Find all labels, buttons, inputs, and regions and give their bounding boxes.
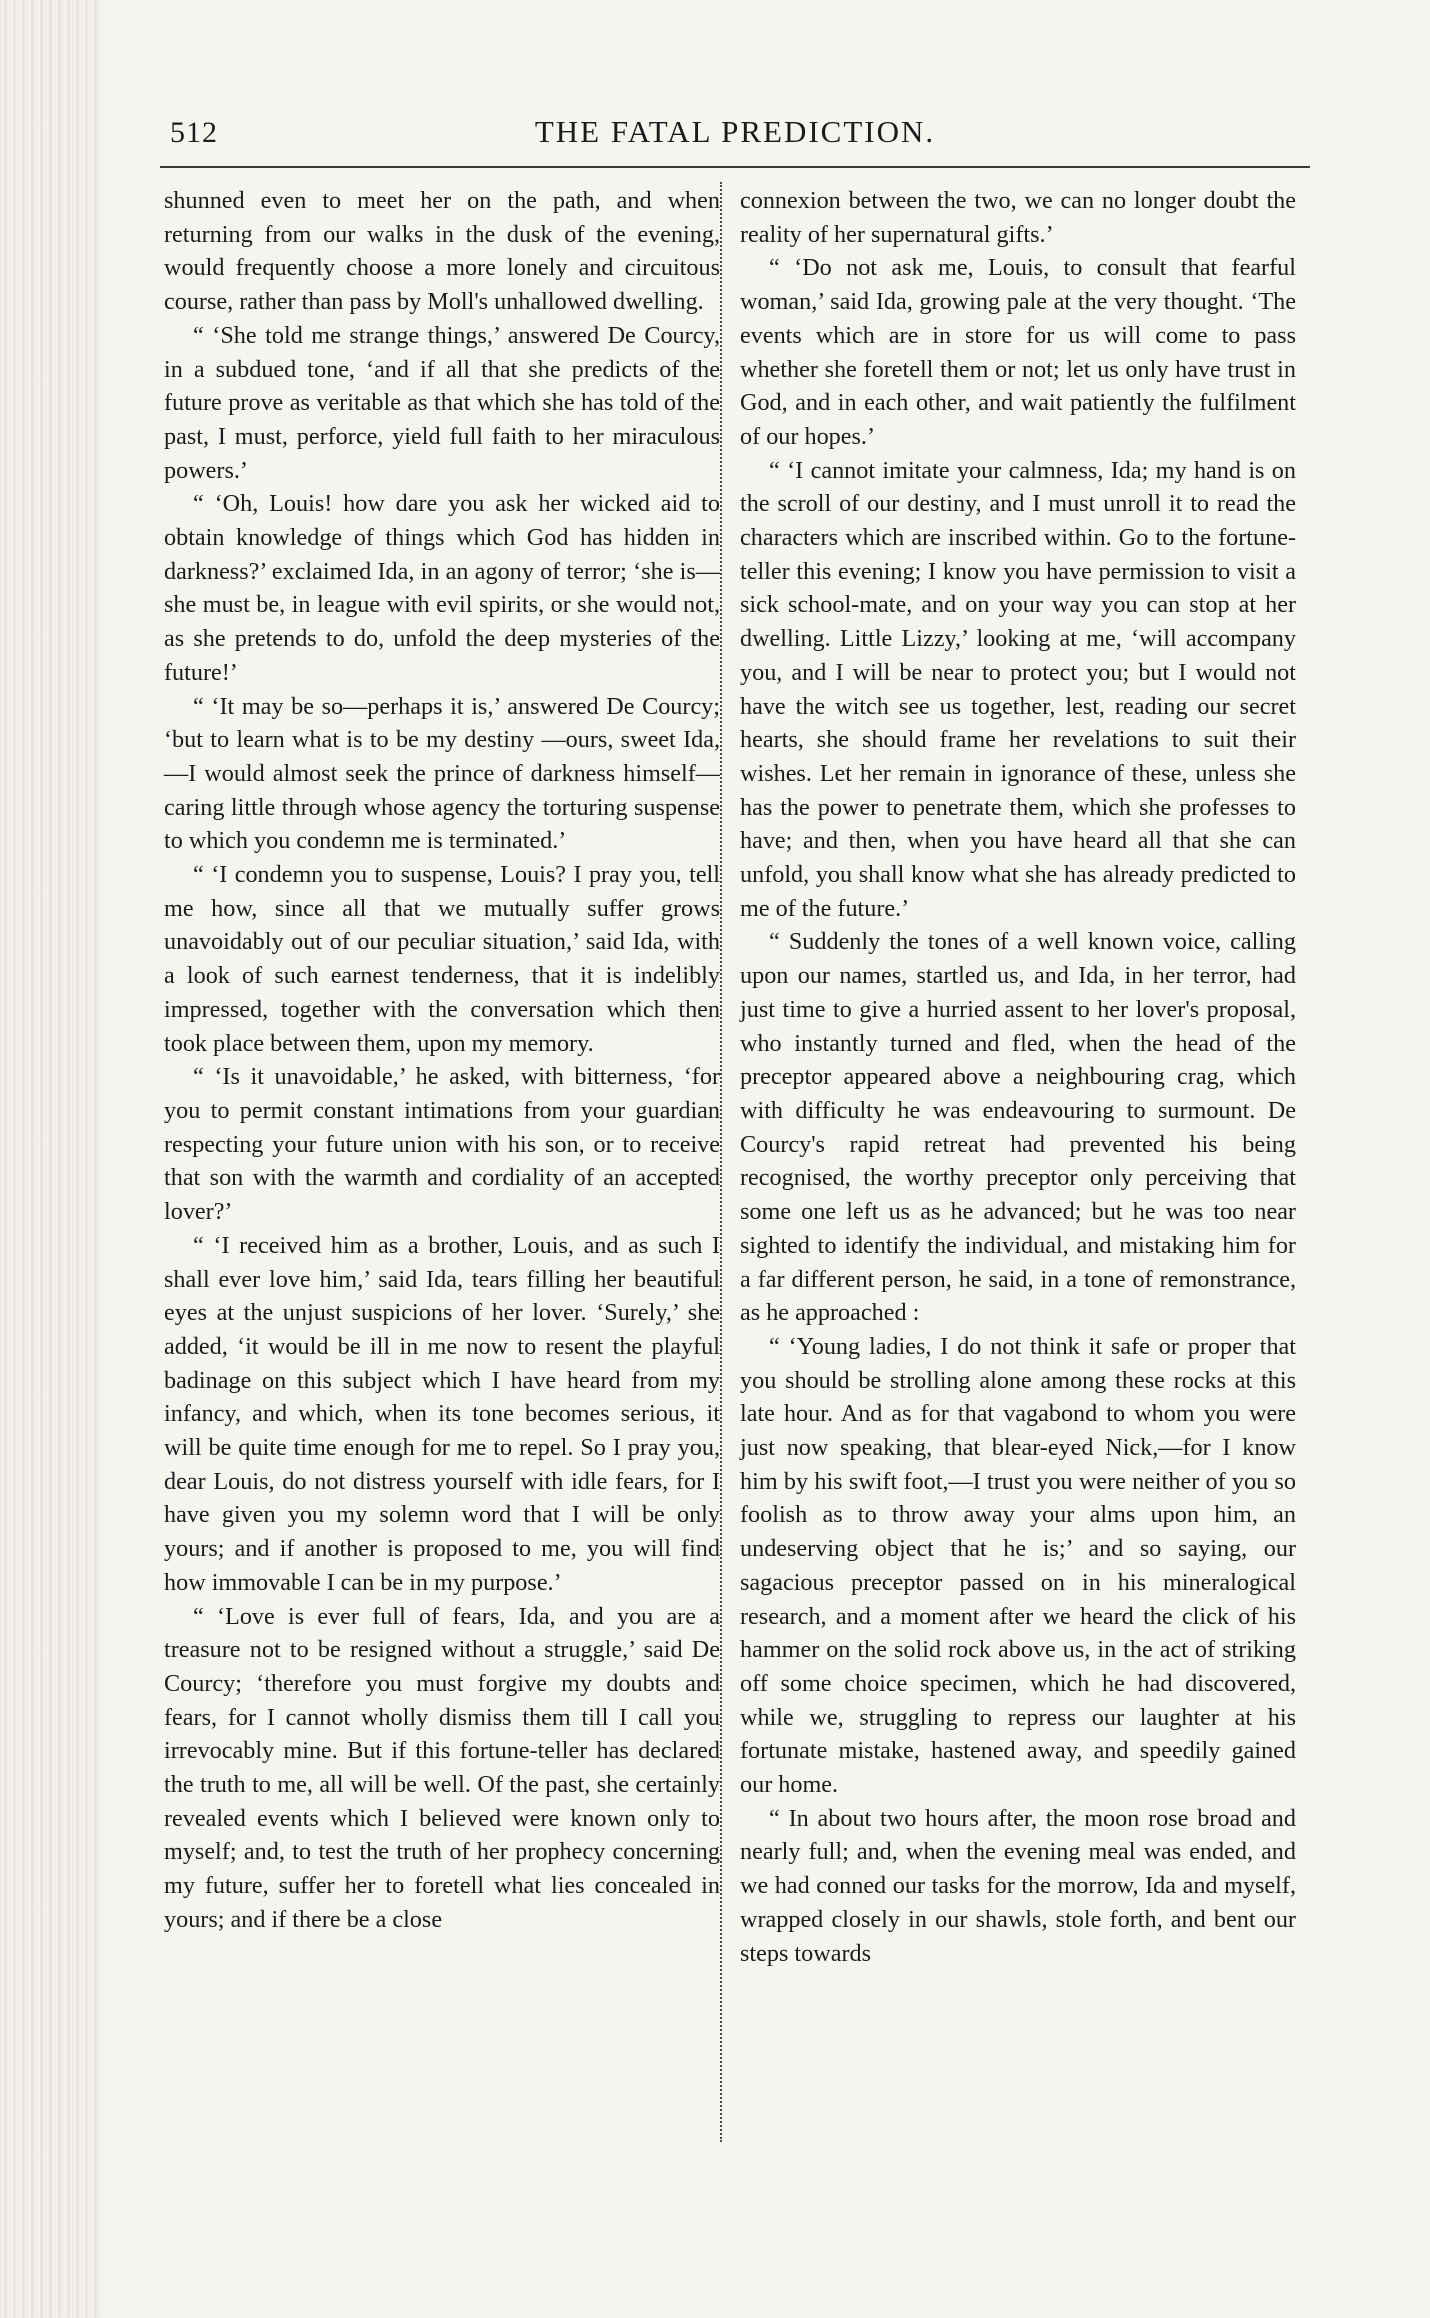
page-number: 512 xyxy=(170,116,218,149)
paragraph: “ ‘Love is ever full of fears, Ida, and you are a treasure not to be resigned without a struggle,’ said De Courcy; ‘therefore you must forgive my doubts and fears, for I cannot wholly dismiss them till I call you irrevocably mine. But if this fortune-teller has declared the truth to me, all will be well. Of the past, she certainly revealed events which I believed were known only to myself; and, to test the truth of her prophecy concerning my future, suffer her to foretell what lies concealed in yours; and if there be a close xyxy=(164,1602,720,1933)
header-rule xyxy=(160,166,1310,168)
paragraph: “ ‘Do not ask me, Louis, to consult that fearful woman,’ said Ida, growing pale at the very thought. ‘The events which are in store for us will come to pass whether she foretell them or not; let us only have trust in God, and in each other, and wait patiently the fulfilment of our hopes.’ xyxy=(740,254,1296,450)
running-title: THE FATAL PREDICTION. xyxy=(534,114,936,149)
page-header xyxy=(160,112,1310,162)
left-column xyxy=(164,184,720,2184)
paragraph: “ ‘She told me strange things,’ answered De Courcy, in a subdued tone, ‘and if all that she predicts of the future prove as veritable as that which she has told of the past, I must, perforce, yield full faith to her miraculous powers.’ xyxy=(164,321,720,484)
paragraph: “ ‘Oh, Louis! how dare you ask her wicked aid to obtain knowledge of things which God has hidden in darkness?’ exclaimed Ida, in an agony of terror; ‘she is—she must be, in league with evil spirits, or she would not, as she pretends to do, unfold the deep mysteries of the future!’ xyxy=(164,490,720,686)
column-divider xyxy=(720,182,722,2142)
paragraph: shunned even to meet her on the path, and when returning from our walks in the dusk of the evening, would frequently choose a more lonely and circuitous course, rather than pass by Moll's unhallowed dwelling. xyxy=(164,187,720,316)
paragraph: “ ‘I cannot imitate your calmness, Ida; my hand is on the scroll of our destiny, and I must unroll it to read the characters which are inscribed within. Go to the fortune-teller this evening; I know you have permission to visit a sick school-mate, and on your way you can stop at her dwelling. Little Lizzy,’ looking at me, ‘will accompany you, and I will be near to protect you; but I would not have the witch see us together, lest, reading our secret hearts, she should frame her revelations to suit their wishes. Let her remain in ignorance of these, unless she has the power to penetrate them, which she professes to have; and then, when you have heard all that she can unfold, you shall know what she has already predicted to me of the future.’ xyxy=(740,456,1296,922)
paragraph: “ In about two hours after, the moon rose broad and nearly full; and, when the evening meal was ended, and we had conned our tasks for the morrow, Ida and myself, wrapped closely in our shawls, stole forth, and bent our steps towards xyxy=(740,1804,1296,1967)
paragraph: “ Suddenly the tones of a well known voice, calling upon our names, startled us, and Ida, in her terror, had just time to give a hurried assent to her lover's proposal, who instantly turned and fled, when the head of the preceptor appeared above a neighbouring crag, which with difficulty he was endeavouring to surmount. De Courcy's rapid retreat had prevented his being recognised, the worthy preceptor only perceiving that some one left us as he advanced; but he was too near sighted to identify the individual, and mistaking him for a far different person, he said, in a tone of remonstrance, as he approached : xyxy=(740,928,1296,1327)
scanned-binding-edge xyxy=(0,0,100,2318)
paragraph: “ ‘Young ladies, I do not think it safe or proper that you should be strolling alone among these rocks at this late hour. And as for that vagabond to whom you were just now speaking, that blear-eyed Nick,—for I know him by his swift foot,—I trust you were neither of you so foolish as to throw away your alms upon him, an undeserving object that he is;’ and so saying, our sagacious preceptor passed on in his mineralogical research, and a moment after we heard the click of his hammer on the solid rock above us, in the act of striking off some choice specimen, which he had discovered, while we, struggling to repress our laughter at his fortunate mistake, hastened away, and speedily gained our home. xyxy=(740,1332,1296,1799)
paragraph: “ ‘I received him as a brother, Louis, and as such I shall ever love him,’ said Ida, tears filling her beautiful eyes at the unjust suspicions of her lover. ‘Surely,’ she added, ‘it would be ill in me now to resent the playful badinage on this subject which I have heard from my infancy, and which, when its tone becomes serious, it will be quite time enough for me to repel. So I pray you, dear Louis, do not distress yourself with idle fears, for I have given you my solemn word that I will be only yours; and if another is proposed to me, you will find how immovable I can be in my purpose.’ xyxy=(164,1231,720,1596)
paragraph: “ ‘Is it unavoidable,’ he asked, with bitterness, ‘for you to permit constant intimations from your guardian respecting your future union with his son, or to receive that son with the warmth and cordiality of an accepted lover?’ xyxy=(164,1063,720,1226)
paragraph: connexion between the two, we can no longer doubt the reality of her supernatural gifts.’ xyxy=(740,187,1296,248)
paragraph: “ ‘I condemn you to suspense, Louis? I pray you, tell me how, since all that we mutually suffer grows unavoidably out of our peculiar situation,’ said Ida, with a look of such earnest tenderness, that it is indelibly impressed, together with the conversation which then took place between them, upon my memory. xyxy=(164,861,720,1057)
right-column xyxy=(740,184,1296,2184)
paragraph: “ ‘It may be so—perhaps it is,’ answered De Courcy; ‘but to learn what is to be my destiny —ours, sweet Ida,—I would almost seek the prince of darkness himself—caring little through whose agency the torturing suspense to which you condemn me is terminated.’ xyxy=(164,692,720,855)
